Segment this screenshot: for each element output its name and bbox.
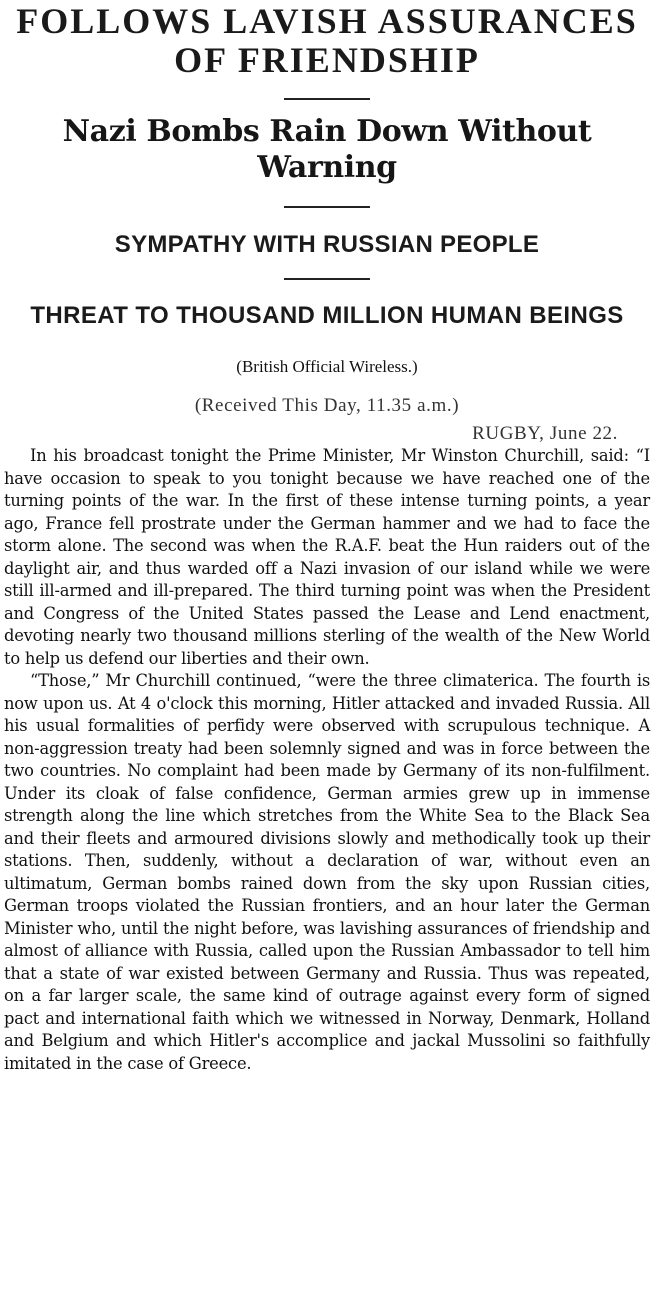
headline-divider [284, 278, 370, 280]
headline-divider [284, 98, 370, 100]
headline-divider [284, 206, 370, 208]
body-paragraph: “Those,” Mr Churchill continued, “were the three climaterica. The fourth is now upon us. At 4 o'clock this morning, Hitler attacked and invaded Russia. All his usual formalities of perfidy were observed with scrupulous technique. A non-aggression treaty had been solemnly signed and was in force between the two countries. No complaint had been made by Germany of its non-fulfilment. Under its cloak of false confidence, German armies grew up in immense strength along the line which stretches from the White Sea to the Black Sea and their fleets and armoured divisions slowly and methodically took up their stations. Then, suddenly, without a declaration of war, without even an ultimatum, German bombs rained down from the sky upon Russian cities, German troops violated the Russian frontiers, and an hour later the German Minister who, until the night before, was lavishing assurances of friendship and almost of alliance with Russia, called upon the Russian Ambassador to tell him that a state of war existed between Germany and Russia. Thus was repeated, on a far larger scale, the same kind of outrage against every form of signed pact and international faith which we witnessed in Norway, Denmark, Holland and Belgium and which Hitler's accomplice and jackal Mussolini so faithfully imitated in the case of Greece. [4, 671, 650, 1073]
main-headline: FOLLOWS LAVISH ASSURANCES OF FRIENDSHIP [16, 1, 638, 80]
third-headline: SYMPATHY WITH RUSSIAN PEOPLE [114, 231, 540, 258]
body-paragraph: In his broadcast tonight the Prime Minister, Mr Winston Churchill, said: “I have occasion to speak to you tonight because we have reached one of the turning points of the war. In the first of these intense turning points, a year ago, France fell prostrate under the German hammer and we had to face the storm alone. The second was when the R.A.F. beat the Hun raiders out of the daylight air, and thus warded off a Nazi invasion of our island while we were still ill-armed and ill-prepared. The third turning point was when the President and Congress of the United States passed the Lease and Lend enactment, devoting nearly two thousand millions sterling of the wealth of the New World to help us defend our liberties and their own. [4, 446, 650, 668]
fourth-headline: THREAT TO THOUSAND MILLION HUMAN BEINGS [30, 302, 624, 329]
second-headline: Nazi Bombs Rain Down Without Warning [62, 114, 592, 185]
article-body [4, 445, 650, 1075]
received-time: (Received This Day, 11.35 a.m.) [194, 395, 460, 416]
wire-credit: (British Official Wireless.) [236, 357, 418, 376]
dateline: RUGBY, June 22. [472, 423, 618, 444]
